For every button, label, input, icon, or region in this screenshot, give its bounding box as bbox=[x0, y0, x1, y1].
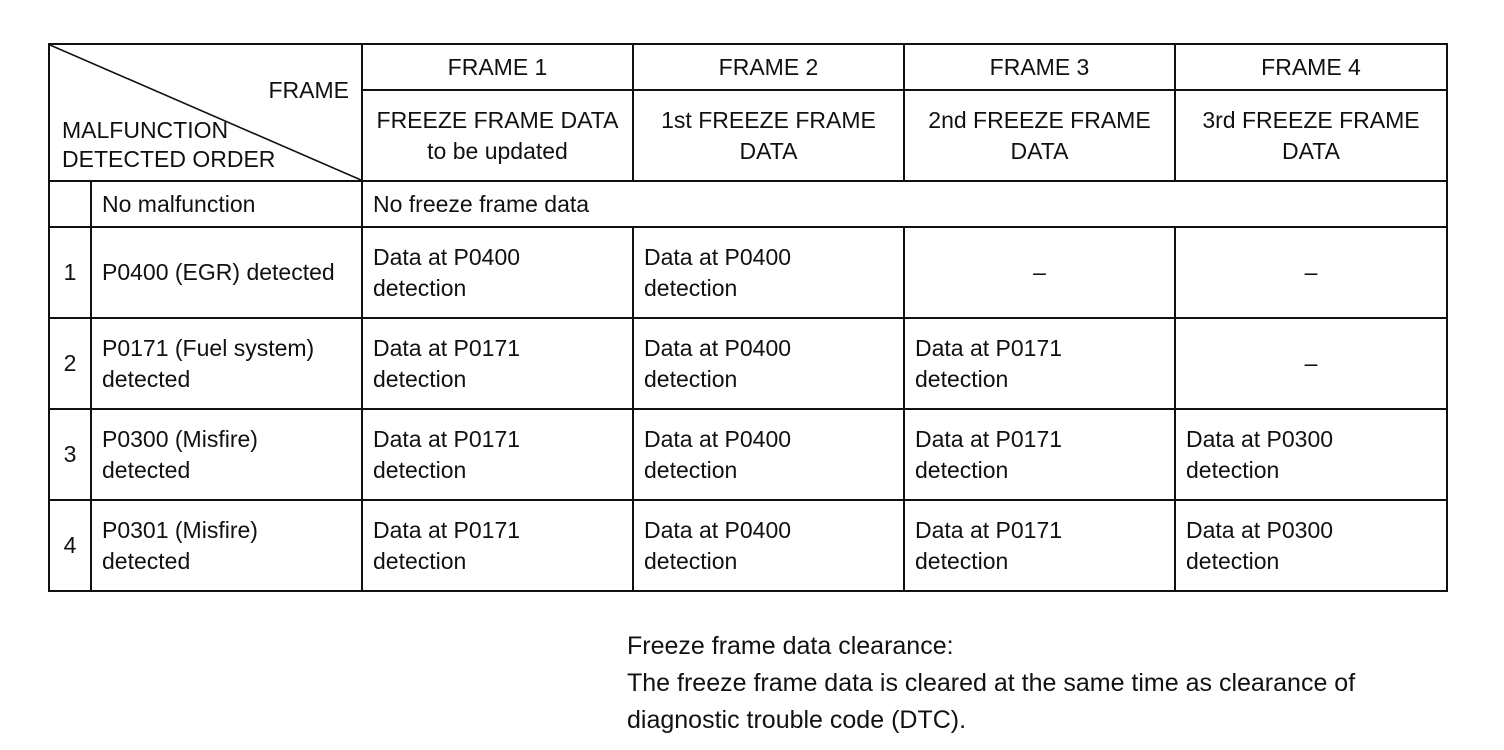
frame-4-header: FRAME 4 bbox=[1175, 44, 1447, 90]
order-axis-label: MALFUNCTION DETECTED ORDER bbox=[62, 117, 276, 172]
table-row bbox=[49, 227, 1447, 318]
note-line: diagnostic trouble code (DTC). bbox=[627, 706, 967, 734]
frame-2-description: 1st FREEZE FRAME DATA bbox=[633, 90, 904, 181]
frame-2-cell: Data at P0400 detection bbox=[633, 227, 904, 318]
no-freeze-frame-cell: No freeze frame data bbox=[362, 181, 1447, 227]
row-condition: P0300 (Misfire) detected bbox=[91, 409, 362, 500]
table-row-no-malfunction bbox=[49, 181, 1447, 227]
frame-2-header: FRAME 2 bbox=[633, 44, 904, 90]
row-condition: P0400 (EGR) detected bbox=[91, 227, 362, 318]
frame-4-cell: Data at P0300 detection bbox=[1175, 409, 1447, 500]
row-number: 1 bbox=[49, 227, 91, 318]
clearance-note bbox=[627, 628, 1487, 739]
frame-4-description: 3rd FREEZE FRAME DATA bbox=[1175, 90, 1447, 181]
frame-axis-label: FRAME bbox=[268, 77, 349, 103]
frame-1-cell: Data at P0171 detection bbox=[362, 500, 633, 591]
row-number: 3 bbox=[49, 409, 91, 500]
frame-4-cell: Data at P0300 detection bbox=[1175, 500, 1447, 591]
frame-4-cell: – bbox=[1175, 318, 1447, 409]
frame-2-cell: Data at P0400 detection bbox=[633, 409, 904, 500]
frame-1-cell: Data at P0171 detection bbox=[362, 318, 633, 409]
frame-2-cell: Data at P0400 detection bbox=[633, 318, 904, 409]
row-number: 2 bbox=[49, 318, 91, 409]
frame-3-description: 2nd FREEZE FRAME DATA bbox=[904, 90, 1175, 181]
frame-3-cell: Data at P0171 detection bbox=[904, 500, 1175, 591]
row-condition: No malfunction bbox=[91, 181, 362, 227]
frame-4-cell: – bbox=[1175, 227, 1447, 318]
table-row bbox=[49, 318, 1447, 409]
row-condition: P0171 (Fuel system) detected bbox=[91, 318, 362, 409]
header-corner-cell bbox=[49, 44, 362, 181]
note-line: The freeze frame data is cleared at the same time as clearance of bbox=[627, 669, 1356, 697]
table-row bbox=[49, 409, 1447, 500]
frame-3-cell: Data at P0171 detection bbox=[904, 318, 1175, 409]
table-row bbox=[49, 500, 1447, 591]
freeze-frame-table bbox=[48, 43, 1448, 592]
row-number-empty bbox=[49, 181, 91, 227]
frame-2-cell: Data at P0400 detection bbox=[633, 500, 904, 591]
frame-1-header: FRAME 1 bbox=[362, 44, 633, 90]
note-title: Freeze frame data clearance: bbox=[627, 632, 954, 660]
frame-3-cell: Data at P0171 detection bbox=[904, 409, 1175, 500]
frame-3-header: FRAME 3 bbox=[904, 44, 1175, 90]
frame-1-description: FREEZE FRAME DATA to be updated bbox=[362, 90, 633, 181]
row-condition: P0301 (Misfire) detected bbox=[91, 500, 362, 591]
frame-3-cell: – bbox=[904, 227, 1175, 318]
frame-1-cell: Data at P0400 detection bbox=[362, 227, 633, 318]
row-number: 4 bbox=[49, 500, 91, 591]
header-row-frames bbox=[49, 44, 1447, 90]
frame-1-cell: Data at P0171 detection bbox=[362, 409, 633, 500]
